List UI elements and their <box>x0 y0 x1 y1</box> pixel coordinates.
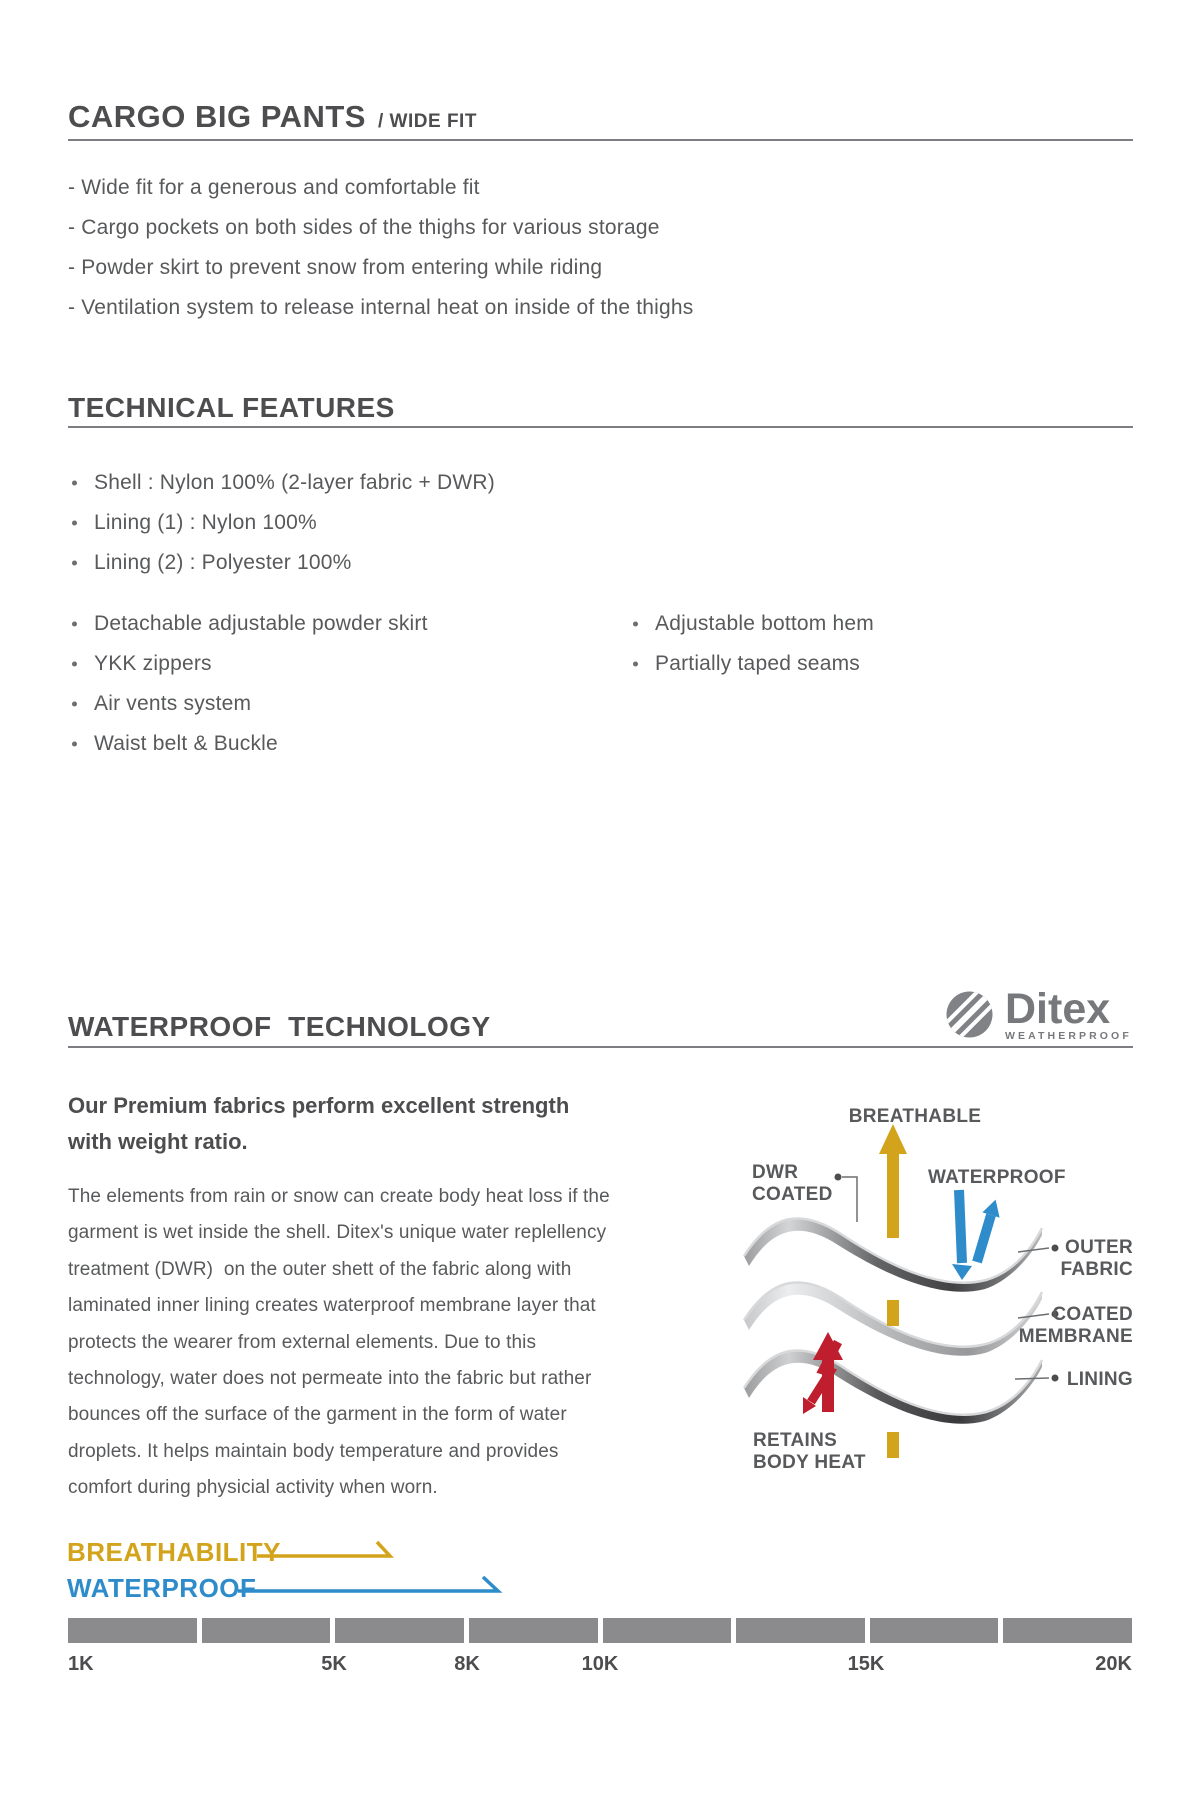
bullet-dot-icon <box>72 702 77 707</box>
scale-segment <box>202 1618 331 1643</box>
scale-tick-label: 15K <box>847 1653 885 1675</box>
waterproof-divider <box>68 1046 1133 1048</box>
waterproof-label: WATERPROOF <box>928 1167 1066 1188</box>
membrane-callout-line <box>1018 1314 1049 1318</box>
dwr-coated-label: COATED <box>752 1184 833 1205</box>
scale-tick-label: 10K <box>581 1653 619 1675</box>
outer-callout-dot <box>1052 1245 1059 1252</box>
body-line: garment is wet inside the shell. Ditex's unique water replellency <box>68 1222 607 1244</box>
list-item <box>70 463 495 503</box>
dwr-callout-line <box>842 1177 857 1222</box>
waterproof-body <box>68 1179 610 1507</box>
breathable-label: BREATHABLE <box>848 1106 982 1127</box>
intro-line: Our Premium fabrics perform excellent strength <box>68 1093 570 1118</box>
retains-body-heat-label: RETAINS <box>753 1430 838 1451</box>
bullet-dot-icon <box>633 662 638 667</box>
dwr-coated-label: DWR <box>752 1162 799 1183</box>
bullet-dot-icon <box>72 561 77 566</box>
scale-tick-label: 1K <box>68 1653 94 1675</box>
list-item-label: Shell : Nylon 100% (2-layer fabric + DWR) <box>94 471 495 494</box>
feature-list <box>68 168 694 328</box>
intro-line: with weight ratio. <box>68 1129 248 1154</box>
technical-features-heading: TECHNICAL FEATURES <box>68 392 395 423</box>
bullet-dot-icon <box>72 662 77 667</box>
technical-divider <box>68 426 1133 428</box>
lining-callout-line <box>1015 1378 1049 1379</box>
list-item <box>631 644 874 684</box>
scale-segment <box>736 1618 865 1643</box>
list-item-label: Lining (2) : Polyester 100% <box>94 551 352 574</box>
details-list-right <box>631 604 874 684</box>
dwr-callout-dot <box>835 1174 842 1181</box>
lining-callout-dot <box>1052 1375 1059 1382</box>
body-line: technology, water does not permeate into the fabric but rather <box>68 1368 592 1390</box>
body-line: treatment (DWR) on the outer shett of the fabric along with <box>68 1258 572 1280</box>
scale-segment <box>1003 1618 1132 1643</box>
lining-label: LINING <box>1066 1369 1133 1390</box>
scale-tick-label: 5K <box>321 1653 347 1675</box>
scale-tick-label: 8K <box>454 1653 480 1675</box>
feature-item: - Ventilation system to release internal heat on inside of the thighs <box>68 296 694 319</box>
bullet-dot-icon <box>72 742 77 747</box>
rating-scale-bar <box>68 1618 1132 1643</box>
coated-membrane-label: COATED <box>1052 1304 1133 1325</box>
scale-segment <box>469 1618 598 1643</box>
feature-item: - Wide fit for a generous and comfortable fit <box>68 176 480 199</box>
list-item-label: Air vents system <box>94 692 252 715</box>
title-divider <box>68 139 1133 141</box>
body-line: laminated inner lining creates waterproof membrane layer that <box>68 1295 596 1317</box>
bullet-dot-icon <box>72 622 77 627</box>
body-line: The elements from rain or snow can create body heat loss if the <box>68 1186 610 1207</box>
fabric-layers-diagram <box>700 1080 1160 1480</box>
list-item <box>70 724 428 764</box>
coated-membrane-label: MEMBRANE <box>1018 1326 1133 1347</box>
ditex-logo <box>946 985 1132 1042</box>
body-line: comfort during physicial activity when worn. <box>68 1477 438 1499</box>
body-line: bounces off the surface of the garment in the form of water <box>68 1404 567 1426</box>
list-item-label: Detachable adjustable powder skirt <box>94 612 428 635</box>
list-item-label: Lining (1) : Nylon 100% <box>94 511 317 534</box>
breathable-path-segment <box>887 1432 899 1458</box>
waterproof-technology-heading: WATERPROOF TECHNOLOGY <box>68 1011 491 1042</box>
body-line: protects the wearer from external elements. Due to this <box>68 1331 537 1353</box>
ditex-wordmark <box>1005 985 1132 1042</box>
list-item <box>70 503 495 543</box>
breathability-legend-label: BREATHABILITY <box>67 1537 282 1567</box>
list-item-label: Waist belt & Buckle <box>94 732 278 755</box>
waterproof-arrows-icon <box>952 1190 1000 1280</box>
list-item <box>70 684 428 724</box>
product-fit-label: / WIDE FIT <box>378 111 477 132</box>
scale-segment <box>335 1618 464 1643</box>
list-item-label: Adjustable bottom hem <box>655 612 874 635</box>
list-item <box>70 604 428 644</box>
details-list-left <box>70 604 428 764</box>
scale-tick-label: 20K <box>1095 1653 1132 1675</box>
scale-segment <box>870 1618 999 1643</box>
body-line: droplets. It helps maintain body temperature and provides <box>68 1440 559 1462</box>
waterproof-intro <box>68 1088 569 1160</box>
bullet-dot-icon <box>72 481 77 486</box>
lining-layer <box>744 1350 1042 1423</box>
retains-body-heat-label: BODY HEAT <box>753 1452 866 1473</box>
page-title <box>68 99 477 135</box>
scale-segment <box>603 1618 732 1643</box>
list-item <box>70 644 428 684</box>
breathable-arrow-icon <box>879 1124 907 1238</box>
logo-tagline: WEATHERPROOF <box>1005 1030 1132 1042</box>
bullet-dot-icon <box>72 521 77 526</box>
list-item <box>70 543 495 583</box>
bullet-dot-icon <box>633 622 638 627</box>
list-item <box>631 604 874 644</box>
outer-fabric-label: FABRIC <box>1060 1259 1133 1280</box>
legend-arrows-icon <box>230 1535 510 1600</box>
scale-segment <box>68 1618 197 1643</box>
ditex-globe-icon <box>946 991 993 1038</box>
product-name: CARGO BIG PANTS <box>68 99 366 134</box>
breathable-path-segment <box>887 1300 899 1326</box>
outer-fabric-label: OUTER <box>1065 1237 1133 1258</box>
list-item-label: YKK zippers <box>94 652 212 675</box>
feature-item: - Powder skirt to prevent snow from entering while riding <box>68 256 603 279</box>
materials-list <box>70 463 495 583</box>
logo-name: Ditex <box>1005 985 1111 1033</box>
waterproof-legend-label: WATERPROOF <box>67 1573 257 1603</box>
list-item-label: Partially taped seams <box>655 652 860 675</box>
feature-item: - Cargo pockets on both sides of the thighs for various storage <box>68 216 660 239</box>
